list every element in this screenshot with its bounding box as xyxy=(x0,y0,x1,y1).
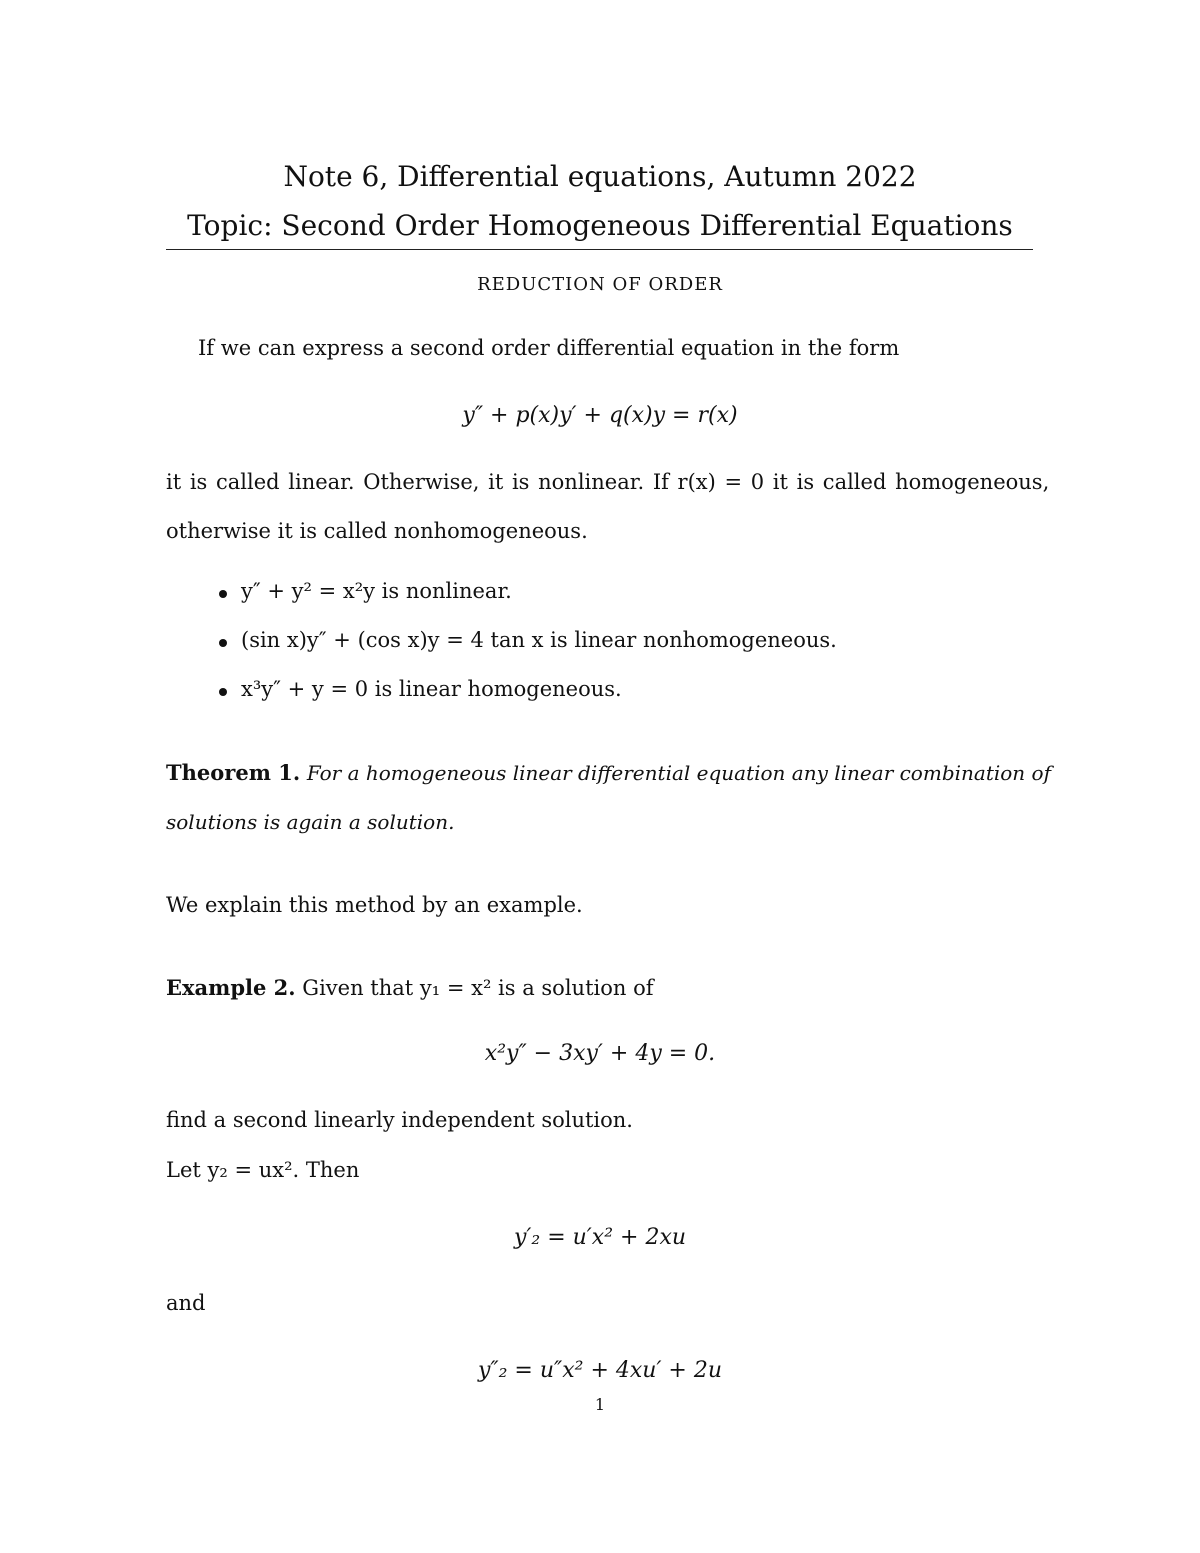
document-topic: Topic: Second Order Homogeneous Differential Equations xyxy=(187,209,1013,242)
bullet-text: (sin x)y″ + (cos x)y = 4 tan x is linear nonhomogeneous. xyxy=(241,628,837,652)
theorem-label: Theorem 1. xyxy=(166,760,301,785)
section-heading: REDUCTION OF ORDER xyxy=(477,274,723,295)
title-rule xyxy=(166,249,1033,250)
theorem-line-2: solutions is again a solution. xyxy=(166,810,455,834)
theorem-line-1 xyxy=(166,760,1051,785)
linear-definition-line-1: it is called linear. Otherwise, it is nonlinear. If r(x) = 0 it is called homogeneous, xyxy=(166,470,1050,494)
equation-example: x²y″ − 3xy′ + 4y = 0. xyxy=(484,1041,716,1066)
bullet-dot-icon xyxy=(219,590,227,598)
theorem-statement: For a homogeneous linear differential equation any linear combination of xyxy=(306,761,1051,785)
equation-general-form: y″ + p(x)y′ + q(x)y = r(x) xyxy=(462,403,738,428)
let-line: Let y₂ = ux². Then xyxy=(166,1158,360,1182)
bullet-text: y″ + y² = x²y is nonlinear. xyxy=(241,579,512,603)
bullet-dot-icon xyxy=(219,639,227,647)
equation-y2-double-prime: y″₂ = u″x² + 4xu′ + 2u xyxy=(477,1358,723,1383)
intro-paragraph: If we can express a second order differential equation in the form xyxy=(198,336,900,360)
document-title: Note 6, Differential equations, Autumn 2022 xyxy=(283,160,917,193)
bullet-item xyxy=(241,677,622,701)
example-label: Example 2. xyxy=(166,975,296,1000)
bullet-item xyxy=(241,628,837,652)
bullet-item xyxy=(241,579,512,603)
bullet-text: x³y″ + y = 0 is linear homogeneous. xyxy=(241,677,622,701)
equation-y2-prime: y′₂ = u′x² + 2xu xyxy=(513,1225,687,1250)
find-line: find a second linearly independent solution. xyxy=(166,1108,633,1132)
example-text: Given that y₁ = x² is a solution of xyxy=(302,976,654,1000)
and-word: and xyxy=(166,1291,206,1315)
bullet-dot-icon xyxy=(219,688,227,696)
page-number: 1 xyxy=(594,1395,606,1414)
example-line xyxy=(166,975,653,1000)
linear-definition-line-2: otherwise it is called nonhomogeneous. xyxy=(166,519,588,543)
method-line: We explain this method by an example. xyxy=(166,893,583,917)
